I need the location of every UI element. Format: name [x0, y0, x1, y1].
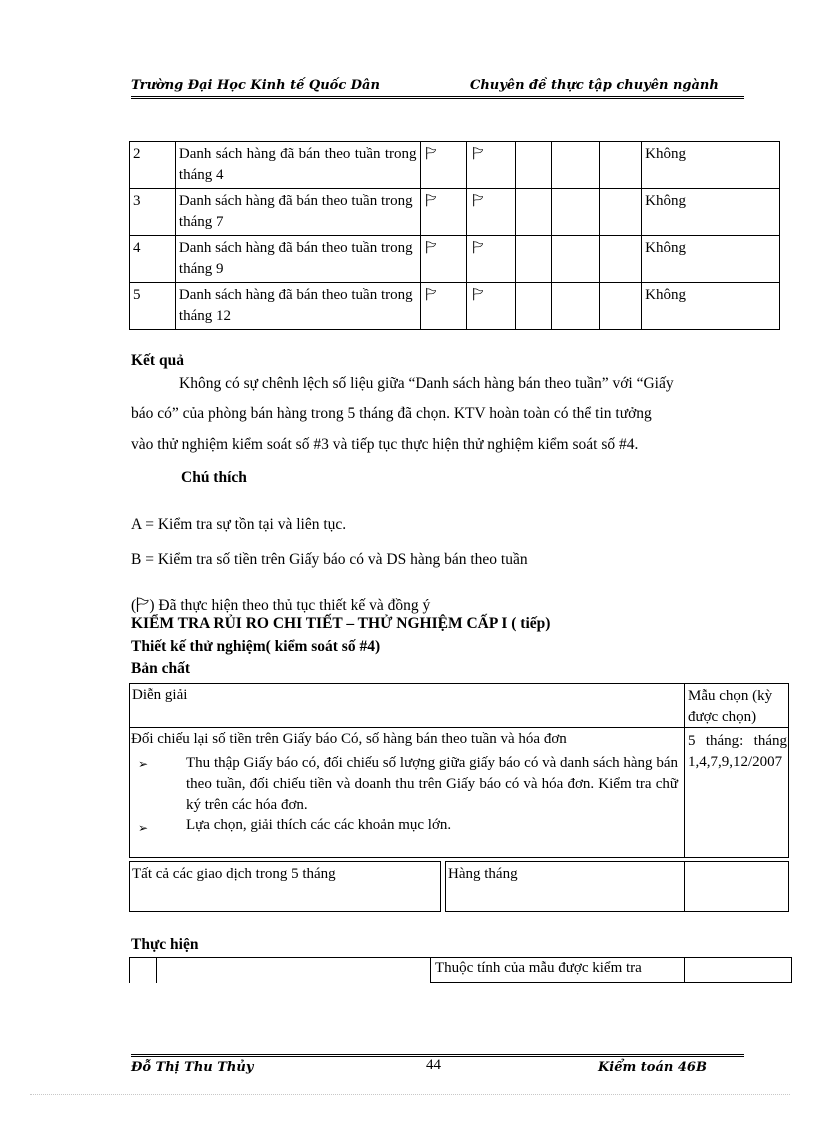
row-number: 2 — [130, 142, 176, 189]
row-number: 3 — [130, 189, 176, 236]
execution-heading: Thực hiện — [131, 936, 199, 953]
legend-b: B = Kiểm tra số tiền trên Giấy báo có và DS hàng bán theo tuần — [131, 551, 528, 568]
flag-icon: 🏱 — [472, 241, 484, 256]
flag-icon: 🏱 — [472, 288, 484, 303]
header-description: Diễn giải — [132, 687, 188, 703]
legend-heading: Chú thích — [181, 469, 247, 486]
flag-icon: 🏱 — [425, 147, 437, 162]
row-note: Không — [642, 236, 780, 283]
row-note: Không — [642, 142, 780, 189]
sample-value: 5 tháng: tháng 1,4,7,9,12/2007 — [688, 733, 787, 770]
page-number: 44 — [426, 1057, 441, 1073]
row-description: Danh sách hàng đã bán theo tuần trong tháng 12 — [175, 283, 420, 330]
row-description: Danh sách hàng đã bán theo tuần trong tháng 9 — [175, 236, 420, 283]
row-note: Không — [642, 189, 780, 236]
section-title: KIỂM TRA RỦI RO CHI TIẾT – THỬ NGHIỆM CẤP I ( tiếp) — [131, 615, 551, 632]
result-line-1: Không có sự chênh lệch số liệu giữa “Danh sách hàng bán theo tuần” với “Giấy — [179, 375, 674, 392]
design-table — [129, 683, 789, 912]
flag-icon: 🏱 — [472, 147, 484, 162]
result-line-2: báo có” của phòng bán hàng trong 5 tháng đã chọn. KTV hoàn toàn có thể tin tưởng — [131, 405, 652, 422]
design-heading: Thiết kế thử nghiệm( kiểm soát số #4) — [131, 638, 381, 655]
table-row — [130, 236, 780, 283]
header-rule — [131, 96, 744, 97]
frequency-cell: Hàng tháng — [448, 866, 518, 882]
result-line-3: vào thử nghiệm kiểm soát số #3 và tiếp tục thực hiện thử nghiệm kiểm soát số #4. — [131, 436, 639, 453]
table-row — [130, 283, 780, 330]
attribute-cell: Thuộc tính của mẫu được kiểm tra — [435, 960, 642, 976]
header-rule-2 — [131, 98, 744, 99]
row-note: Không — [642, 283, 780, 330]
population-cell: Tất cả các giao dịch trong 5 tháng — [132, 866, 336, 882]
row-number: 4 — [130, 236, 176, 283]
header-subject: Chuyên đề thực tập chuyên ngành — [470, 78, 719, 93]
footer-rule — [131, 1054, 744, 1055]
page-bottom-border — [30, 1094, 790, 1095]
flag-icon: 🏱 — [425, 241, 437, 256]
procedure-bullet-2: Lựa chọn, giải thích các các khoản mục lớn. — [186, 817, 452, 833]
header-sample: Mẫu chọn (kỳ được chọn) — [688, 688, 773, 725]
row-description: Danh sách hàng đã bán theo tuần trong tháng 7 — [175, 189, 420, 236]
result-heading: Kết quả — [131, 352, 184, 369]
flag-icon: 🏱 — [425, 288, 437, 303]
table-row — [130, 189, 780, 236]
row-description: Danh sách hàng đã bán theo tuần trong tháng 4 — [175, 142, 420, 189]
nature-heading: Bản chất — [131, 660, 190, 677]
legend-flag-note: (🏱) Đã thực hiện theo thủ tục thiết kế và đồng ý — [131, 597, 431, 614]
procedure-bullet-1: Thu thập Giấy báo có, đối chiếu số lượng giữa giấy báo có và danh sách hàng bán theo tuần, đối chiếu tiền và doanh thu trên Giấy báo có và hóa đơn. Kiểm tra chữ ký trên các hóa đơn. — [186, 755, 678, 813]
header-school: Trường Đại Học Kinh tế Quốc Dân — [131, 78, 380, 93]
control-test-table — [129, 141, 780, 330]
procedure-title: Đối chiếu lại số tiền trên Giấy báo Có, số hàng bán theo tuần và hóa đơn — [131, 731, 567, 747]
execution-table — [129, 957, 792, 983]
footer-class: Kiểm toán 46B — [598, 1060, 707, 1075]
arrow-bullet-icon: ➢ — [138, 757, 149, 771]
flag-icon: 🏱 — [472, 194, 484, 209]
footer-author: Đỗ Thị Thu Thủy — [131, 1060, 254, 1075]
row-number: 5 — [130, 283, 176, 330]
legend-a: A = Kiểm tra sự tồn tại và liên tục. — [131, 516, 347, 533]
arrow-bullet-icon: ➢ — [138, 821, 149, 835]
flag-icon: 🏱 — [425, 194, 437, 209]
table-row — [130, 142, 780, 189]
